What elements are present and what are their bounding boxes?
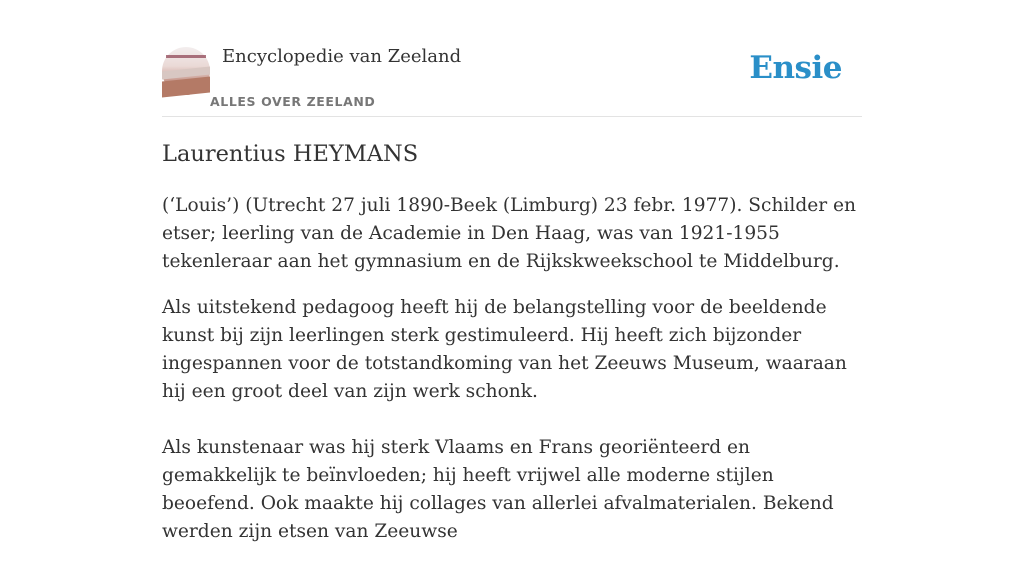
- article: [162, 138, 862, 564]
- site-logo-avatar[interactable]: [162, 47, 210, 95]
- avatar-detail: [166, 55, 206, 58]
- site-tagline: ALLES OVER ZEELAND: [210, 94, 376, 109]
- article-title: Laurentius HEYMANS: [162, 141, 419, 167]
- article-paragraph: Als kunstenaar was hij sterk Vlaams en Frans georiënteerd en gemakkelijk te beïnvloeden; hij heeft vrijwel alle moderne stijlen beoefend. Ook maakte hij collages van allerlei afvalmaterialen. Bekend werden zijn etsen van Zeeuwse: [162, 437, 834, 542]
- article-paragraph: (‘Louis’) (Utrecht 27 juli 1890-Beek (Limburg) 23 febr. 1977). Schilder en etser; leerling van de Academie in Den Haag, was van 1921-1955 tekenleraar aan het gymnasium en de Rijkskweekschool te Middelburg.: [162, 195, 857, 272]
- article-paragraph: Als uitstekend pedagoog heeft hij de belangstelling voor de beeldende kunst bij zijn leerlingen sterk gestimuleerd. Hij heeft zich bijzonder ingespannen voor de totstandkoming van het Zeeuws Museum, waaraan hij een groot deel van zijn werk schonk.: [162, 297, 847, 402]
- ensie-brand-link[interactable]: Ensie: [749, 50, 842, 86]
- site-title-link[interactable]: Encyclopedie van Zeeland: [222, 46, 462, 67]
- site-header: [162, 0, 862, 117]
- avatar-detail: [162, 76, 210, 97]
